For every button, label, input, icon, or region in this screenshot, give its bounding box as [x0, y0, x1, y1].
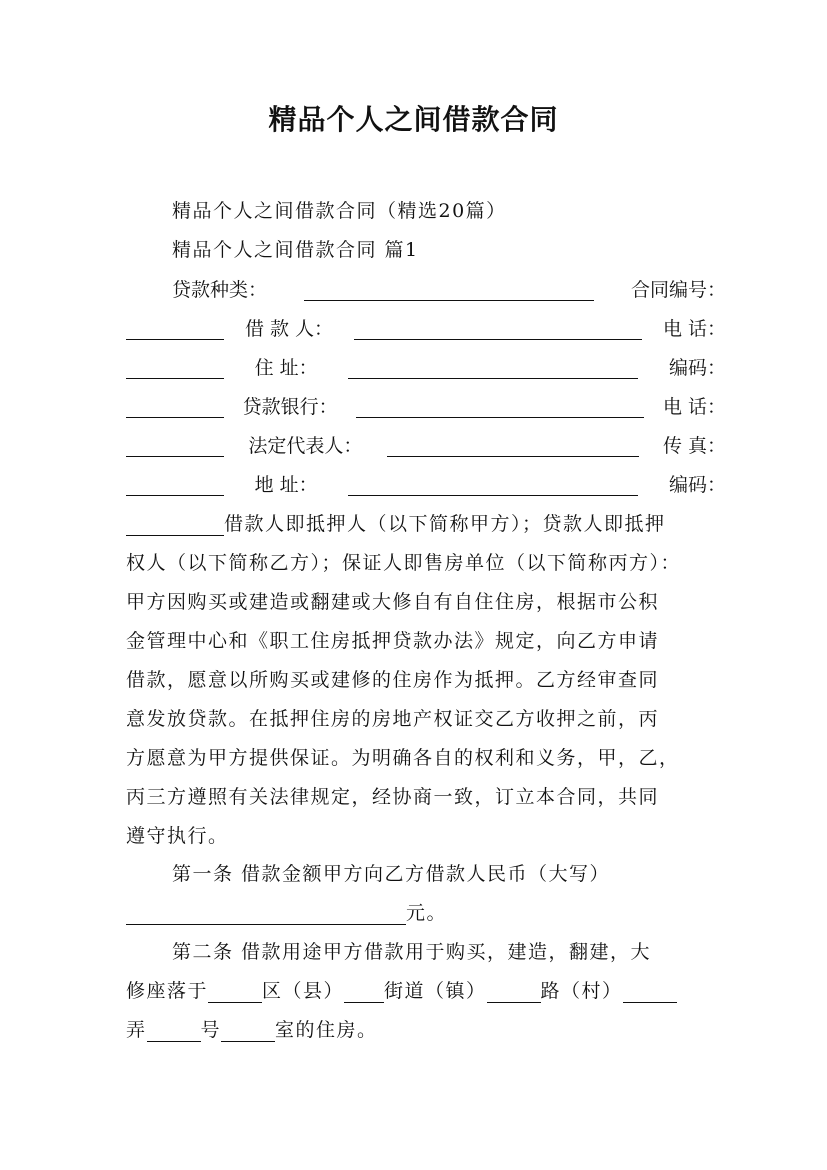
blank-district [208, 982, 262, 1003]
blank-bank [356, 397, 644, 418]
field-row-loan-type [172, 278, 726, 302]
paragraph-line: 遵守执行。 [126, 825, 229, 847]
blank-lane [623, 982, 677, 1003]
article-2-heading: 第二条 借款用途甲方借款用于购买，建造，翻建，大 [172, 941, 652, 963]
section-heading: 精品个人之间借款合同 篇1 [172, 239, 419, 261]
field-label-postcode2: 编码： [668, 474, 726, 496]
blank-loan-type [304, 280, 594, 301]
blank-phone [126, 358, 224, 379]
amount-unit: 元。 [406, 902, 448, 924]
paragraph-line: 借款人即抵押人（以下简称甲方）；贷款人即抵押 [126, 512, 726, 536]
field-label-phone2: 电 话： [662, 396, 726, 418]
blank-number [147, 1021, 201, 1042]
article-2-location-line: 修座落于 区（县） 街道（镇） 路（村） [126, 979, 726, 1003]
blank-road [487, 982, 541, 1003]
article-1-amount-line [126, 901, 726, 925]
paragraph-line: 金管理中心和《职工住房抵押贷款办法》规定，向乙方申请 [126, 630, 660, 652]
paragraph-line: 方愿意为甲方提供保证。为明确各自的权利和义务，甲，乙， [126, 747, 680, 769]
field-label-fax: 传 真： [662, 435, 726, 457]
paragraph-line: 甲方因购买或建造或翻建或大修自有自住住房，根据市公积 [126, 591, 660, 613]
paragraph-line: 意发放贷款。在抵押住房的房地产权证交乙方收押之前，丙 [126, 708, 660, 730]
field-row-legal-rep [126, 434, 726, 458]
blank-postcode2 [126, 515, 224, 536]
field-row-bank [126, 395, 726, 419]
document-title: 精品个人之间借款合同 [268, 103, 559, 136]
blank-amount [126, 904, 406, 925]
blank-address2 [348, 475, 638, 496]
blank-address [348, 358, 638, 379]
blank-street [344, 982, 384, 1003]
blank-fax [126, 475, 224, 496]
article-2-room-line: 弄 号 室的住房。 [126, 1019, 378, 1041]
blank-phone2 [126, 436, 224, 457]
blank-borrower [354, 319, 642, 340]
paragraph-line: 权人（以下简称乙方）；保证人即售房单位（以下简称丙方）： [126, 552, 682, 574]
field-label-postcode: 编码： [668, 357, 726, 379]
field-label-loan-type: 贷款种类： [172, 279, 268, 301]
document-subtitle: 精品个人之间借款合同（精选20篇） [172, 200, 507, 222]
field-label-address2: 地 址： [254, 474, 318, 496]
field-label-borrower: 借 款 人： [244, 318, 334, 340]
blank-room [221, 1021, 275, 1042]
field-row-address [126, 356, 726, 380]
field-row-borrower [126, 317, 726, 341]
field-label-phone: 电 话： [662, 318, 726, 340]
blank-legal-rep [387, 436, 639, 457]
field-row-address2 [126, 473, 726, 497]
paragraph-line: 借款，愿意以所购买或建修的住房作为抵押。乙方经审查同 [126, 669, 660, 691]
blank-postcode [126, 397, 224, 418]
field-label-legal-rep: 法定代表人： [248, 435, 363, 457]
field-label-contract-no: 合同编号： [630, 279, 726, 301]
article-1-heading: 第一条 借款金额甲方向乙方借款人民币（大写） [172, 863, 611, 885]
paragraph-line: 丙三方遵照有关法律规定，经协商一致，订立本合同，共同 [126, 786, 660, 808]
field-label-bank: 贷款银行： [242, 396, 338, 418]
field-label-address: 住 址： [254, 357, 318, 379]
blank-contract-no [126, 319, 224, 340]
